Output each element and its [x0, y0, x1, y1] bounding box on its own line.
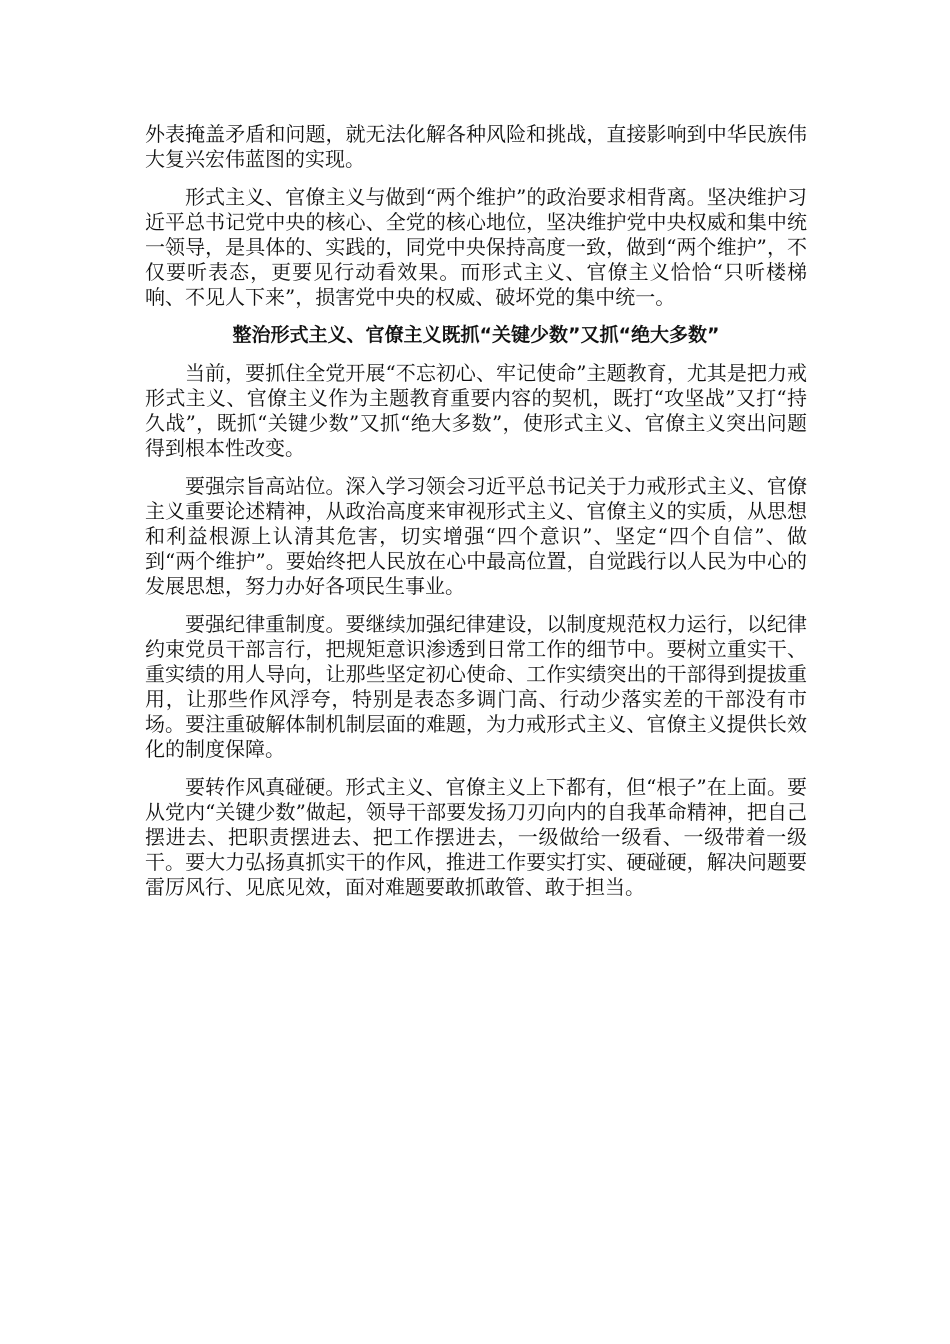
document-body	[145, 122, 807, 913]
paragraph-work-style: 要转作风真碰硬。形式主义、官僚主义上下都有，但“根子”在上面。要从党内“关键少数”做起，领导干部要发扬刀刃向内的自我革命精神，把自己摆进去、把职责摆进去、把工作摆进去，一级做给一级看、一级带着一级干。要大力弘扬真抓实干的作风，推进工作要实打实、硬碰硬，解决问题要雷厉风行、见底见效，面对难题要敢抓敢管、敢于担当。	[145, 775, 807, 899]
paragraph-discipline-system: 要强纪律重制度。要继续加强纪律建设，以制度规范权力运行，以纪律约束党员干部言行，把规矩意识渗透到日常工作的细节中。要树立重实干、重实绩的用人导向，让那些坚定初心使命、工作实绩突出的干部得到提拔重用，让那些作风浮夸，特别是表态多调门高、行动少落实差的干部没有市场。要注重破解体制机制层面的难题，为力戒形式主义、官僚主义提供长效化的制度保障。	[145, 612, 807, 761]
paragraph-current-task: 当前，要抓住全党开展“不忘初心、牢记使命”主题教育，尤其是把力戒形式主义、官僚主义作为主题教育重要内容的契机，既打“攻坚战”又打“持久战”，既抓“关键少数”又抓“绝大多数”，使形式主义、官僚主义突出问题得到根本性改变。	[145, 361, 807, 460]
paragraph-purpose-position: 要强宗旨高站位。深入学习领会习近平总书记关于力戒形式主义、官僚主义重要论述精神，从政治高度来审视形式主义、官僚主义的实质，从思想和利益根源上认清其危害，切实增强“四个意识”、坚定“四个自信”、做到“两个维护”。要始终把人民放在心中最高位置，自觉践行以人民为中心的发展思想，努力办好各项民生事业。	[145, 474, 807, 598]
paragraph-two-safeguards: 形式主义、官僚主义与做到“两个维护”的政治要求相背离。坚决维护习近平总书记党中央的核心、全党的核心地位，坚决维护党中央权威和集中统一领导，是具体的、实践的，同党中央保持高度一致，做到“两个维护”，不仅要听表态，更要见行动看效果。而形式主义、官僚主义恰恰“只听楼梯响、不见人下来”，损害党中央的权威、破坏党的集中统一。	[145, 185, 807, 309]
section-heading: 整治形式主义、官僚主义既抓“关键少数”又抓“绝大多数”	[232, 324, 720, 346]
paragraph-continuation: 外表掩盖矛盾和问题，就无法化解各种风险和挑战，直接影响到中华民族伟大复兴宏伟蓝图的实现。	[145, 122, 807, 171]
